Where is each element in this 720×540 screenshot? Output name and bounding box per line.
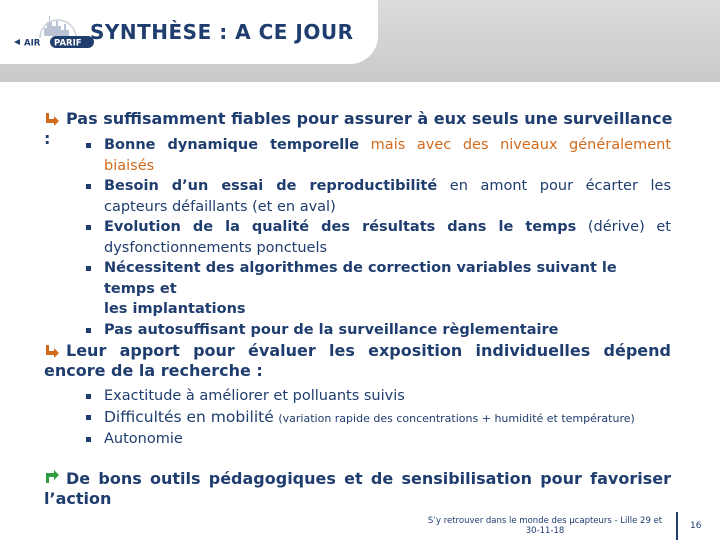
slide-header [0, 0, 720, 82]
section2-heading: Leur apport pour évaluer les exposition individuelles dépend encore de la recherche : [44, 341, 671, 380]
section3-heading: De bons outils pédagogiques et de sensibilisation pour favoriser l’action [44, 469, 671, 508]
svg-text:PARIF: PARIF [54, 38, 82, 49]
arrow-up-right-icon [44, 470, 60, 486]
arrow-down-right-icon [44, 342, 60, 358]
square-bullet-icon [86, 225, 91, 230]
list-item: Difficultés en mobilité (variation rapide des concentrations + humidité et température) [86, 407, 676, 430]
airparif-logo [14, 12, 96, 56]
section1-list [86, 135, 671, 340]
footer-caption: S’y retrouver dans le monde des µcapteurs - Lille 29 et 30-11-18 [427, 516, 663, 536]
square-bullet-icon [86, 266, 91, 271]
square-bullet-icon [86, 394, 91, 399]
page-number: 16 [690, 521, 702, 531]
list-item: Bonne dynamique temporelle mais avec des niveaux généralement biaisés [86, 135, 671, 176]
arrow-down-right-icon [44, 110, 60, 126]
list-item: Pas autosuffisant pour de la surveillance règlementaire [86, 320, 671, 341]
footer-divider [676, 512, 678, 540]
slide-title: SYNTHÈSE : A CE JOUR [90, 20, 354, 44]
square-bullet-icon [86, 184, 91, 189]
list-item: Autonomie [86, 429, 676, 450]
section1-heading: Pas suffisamment fiables pour assurer à eux seuls une surveillance : [44, 109, 673, 148]
square-bullet-icon [86, 328, 91, 333]
section2-list [86, 386, 676, 450]
list-item: Besoin d’un essai de reproductibilité en amont pour écarter les capteurs défaillants (et en aval) [86, 176, 671, 217]
list-item: Exactitude à améliorer et polluants suivis [86, 386, 676, 407]
square-bullet-icon [86, 437, 91, 442]
square-bullet-icon [86, 415, 91, 420]
logo-text: AIR [24, 38, 41, 49]
list-item: Nécessitent des algorithmes de correction variables suivant le temps et les implantations [86, 258, 671, 320]
square-bullet-icon [86, 143, 91, 148]
list-item: Evolution de la qualité des résultats dans le temps (dérive) et dysfonctionnements ponctuels [86, 217, 671, 258]
